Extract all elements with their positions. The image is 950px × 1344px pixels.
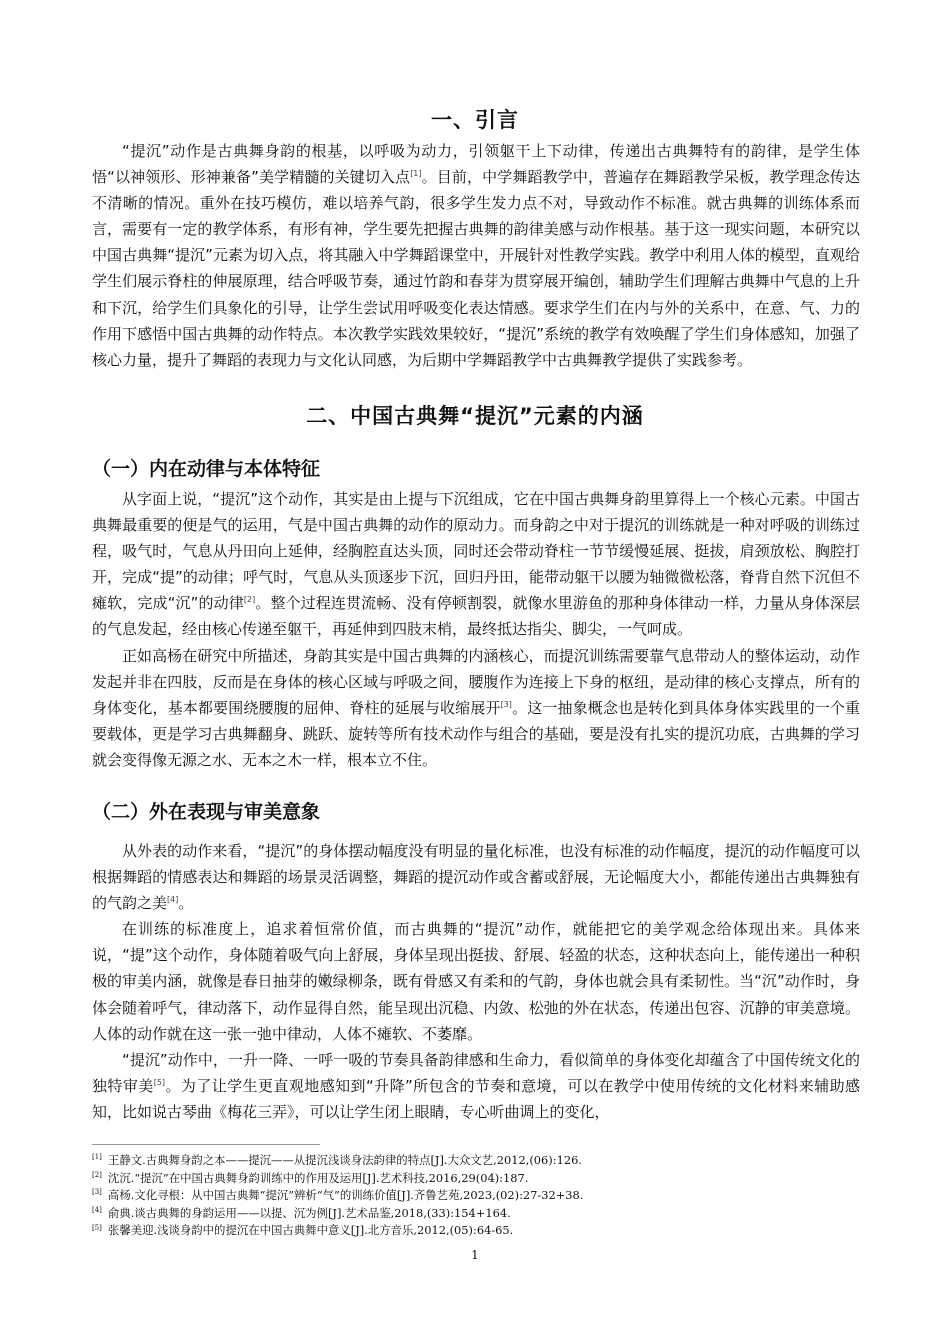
- section-title-intro: 一、引言: [431, 108, 519, 132]
- paragraph: [92, 486, 860, 643]
- footnote-divider: [92, 1144, 320, 1145]
- paragraph-text: 。整个过程连贯流畅、没有停顿割裂，就像水里游鱼的那种身体律动一样，力量从身体深层的气息发起，经由核心传递至躯干，再延伸到四肢末梢，最终抵达指尖、脚尖，一气呵成。: [92, 594, 860, 639]
- subsection-2-2-body: [92, 838, 860, 1125]
- paragraph-text: 在训练的标准度上，追求着恒常价值，而古典舞的“提沉”动作，就能把它的美学观念给体现出来。具体来说，“提”这个动作，身体随着吸气向上舒展，身体呈现出挺拔、舒展、轻盈的状态，这种状态向上，能传递出一种积极的审美内涵，就像是春日抽芽的嫩绿柳条，既有骨感又有柔和的气韵，身体也就会具有柔韧性。当“沉”动作时，身体会随着呼气，律动落下，动作显得自然，能呈现出沉稳、内敛、松弛的外在状态，传递出包容、沉静的审美意境。人体的动作就在这一张一弛中律动，人体不瘫软、不萎靡。: [92, 920, 860, 1043]
- footnote-text: 张馨美迎.浅谈身韵中的提沉在中国古典舞中意义[J].北方音乐,2012,(05):64-65.: [107, 1223, 514, 1238]
- footnotes: [92, 1152, 872, 1240]
- subsection-title-2-1: （一）内在动律与本体特征: [92, 458, 321, 480]
- footnote-text: 俞典.谈古典舞的身韵运用——以提、沉为例[J].艺术品鉴,2018,(33):154+164.: [107, 1205, 511, 1220]
- footnote-marker: [2]: [92, 1170, 102, 1179]
- paragraph-text: 。: [178, 894, 194, 913]
- paragraph: [92, 916, 860, 1046]
- citation-marker: [3]: [500, 699, 512, 709]
- paragraph-text: “提沉”动作是古典舞身韵的根基，以呼吸为动力，引领躯干上下动律，传递出古典舞特有的韵律，是学生体悟“以神领形、形神兼备”美学精髓的关键切入点: [92, 142, 860, 187]
- section-title-2: 二、中国古典舞“提沉”元素的内涵: [306, 404, 644, 428]
- footnote: [92, 1205, 872, 1223]
- footnote-text: 沈沉.“提沉”在中国古典舞身韵训练中的作用及运用[J].艺术科技,2016,29(04):187.: [107, 1170, 529, 1185]
- paragraph-text: 。为了让学生更直观地感知到“升降”所包含的节奏和意境，可以在教学中使用传统的文化材料来辅助感知，比如说古琴曲《梅花三弄》，可以让学生闭上眼睛，专心听曲调上的变化，: [92, 1076, 860, 1121]
- footnote-marker: [4]: [92, 1205, 102, 1214]
- paragraph: [92, 138, 860, 373]
- paragraph-text: 。目前，中学舞蹈教学中，普遍存在舞蹈教学呆板，教学理念传达不清晰的情况。重外在技巧模仿，难以培养气韵，很多学生发力点不对，导致动作不标准。就古典舞的训练体系而言，需要有一定的教学体系，有形有神，学生要先把握古典舞的韵律美感与动作根基。基于这一现实问题，本研究以中国古典舞“提沉”元素为切入点，将其融入中学舞蹈课堂中，开展针对性教学实践。教学中利用人体的模型，直观给学生们展示脊柱的伸展原理，结合呼吸节奏，通过竹韵和春芽为贯穿展开编创，辅助学生们理解古典舞中气息的上升和下沉，给学生们具象化的引导，让学生尝试用呼吸变化表达情感。要求学生们在内与外的关系中，在意、气、力的作用下感悟中国古典舞的动作特点。本次教学实践效果较好，“提沉”系统的教学有效唤醒了学生们身体感知，加强了核心力量，提升了舞蹈的表现力与文化认同感，为后期中学舞蹈教学中古典舞教学提供了实践参考。: [92, 168, 860, 369]
- paragraph-text: 从外表的动作来看，“提沉”的身体摆动幅度没有明显的量化标准，也没有标准的动作幅度，提沉的动作幅度可以根据舞蹈的情感表达和舞蹈的场景灵活调整，舞蹈的提沉动作或含蓄或舒展，无论幅度大小，都能传递出古典舞独有的气韵之美: [92, 842, 860, 913]
- paragraph: [92, 643, 860, 773]
- citation-marker: [4]: [167, 895, 179, 905]
- footnote: [92, 1222, 872, 1240]
- paragraph-text: 从字面上说，“提沉”这个动作，其实是由上提与下沉组成，它在中国古典舞身韵里算得上一个核心元素。中国古典舞最重要的便是气的运用，气是中国古典舞的动作的原动力。而身韵之中对于提沉的训练就是一种对呼吸的训练过程，吸气时，气息从丹田向上延伸，经胸腔直达头顶，同时还会带动脊柱一节节缓慢延展、挺拔，肩颈放松、胸腔打开，完成“提”的动律；呼气时，气息从头顶逐步下沉，回归丹田，能带动躯干以腰为轴微微松落，脊背自然下沉但不瘫软，完成“沉”的动律: [92, 490, 860, 613]
- footnote-text: 高杨.文化寻根：从中国古典舞“提沉”辨析“气”的训练价值[J].齐鲁艺苑,2023,(02):27-32+38.: [107, 1188, 584, 1203]
- footnote: [92, 1187, 872, 1205]
- footnote-text: 王静文.古典舞身韵之本——提沉——从提沉浅谈身法韵律的特点[J].大众文艺,2012,(06):126.: [107, 1153, 582, 1167]
- paragraph: [92, 838, 860, 916]
- paragraph-text: 。这一抽象概念也是转化到具体身体实践里的一个重要载体，更是学习古典舞翻身、跳跃、旋转等所有技术动作与组合的基础，要是没有扎实的提沉功底，古典舞的学习就会变得像无源之水、无本之木一样，根本立不住。: [92, 698, 860, 769]
- citation-marker: [5]: [153, 1077, 166, 1087]
- paragraph: [92, 1047, 860, 1125]
- intro-body: [92, 138, 860, 373]
- footnote-marker: [5]: [92, 1223, 102, 1232]
- paragraph-text: 正如高杨在研究中所描述，身韵其实是中国古典舞的内涵核心，而提沉训练需要靠气息带动人的整体运动，动作发起并非在四肢，反而是在身体的核心区域与呼吸之间，腰腹作为连接上下身的枢纽，是动律的核心支撑点，所有的身体变化，基本都要围绕腰腹的屈伸、脊柱的延展与收缩展开: [92, 646, 860, 717]
- footnote-marker: [3]: [92, 1188, 102, 1197]
- page-number: 1: [471, 1248, 479, 1262]
- footnote-marker: [1]: [92, 1153, 102, 1162]
- paragraph-text: “提沉”动作中，一升一降、一呼一吸的节奏具备韵律感和生命力，看似简单的身体变化却蕴含了中国传统文化的独特审美: [92, 1050, 860, 1095]
- citation-marker: [2]: [243, 595, 256, 605]
- footnote: [92, 1152, 872, 1170]
- subsection-title-2-2: （二）外在表现与审美意象: [92, 801, 321, 823]
- footnote: [92, 1170, 872, 1188]
- citation-marker: [1]: [410, 169, 422, 179]
- subsection-2-1-body: [92, 486, 860, 773]
